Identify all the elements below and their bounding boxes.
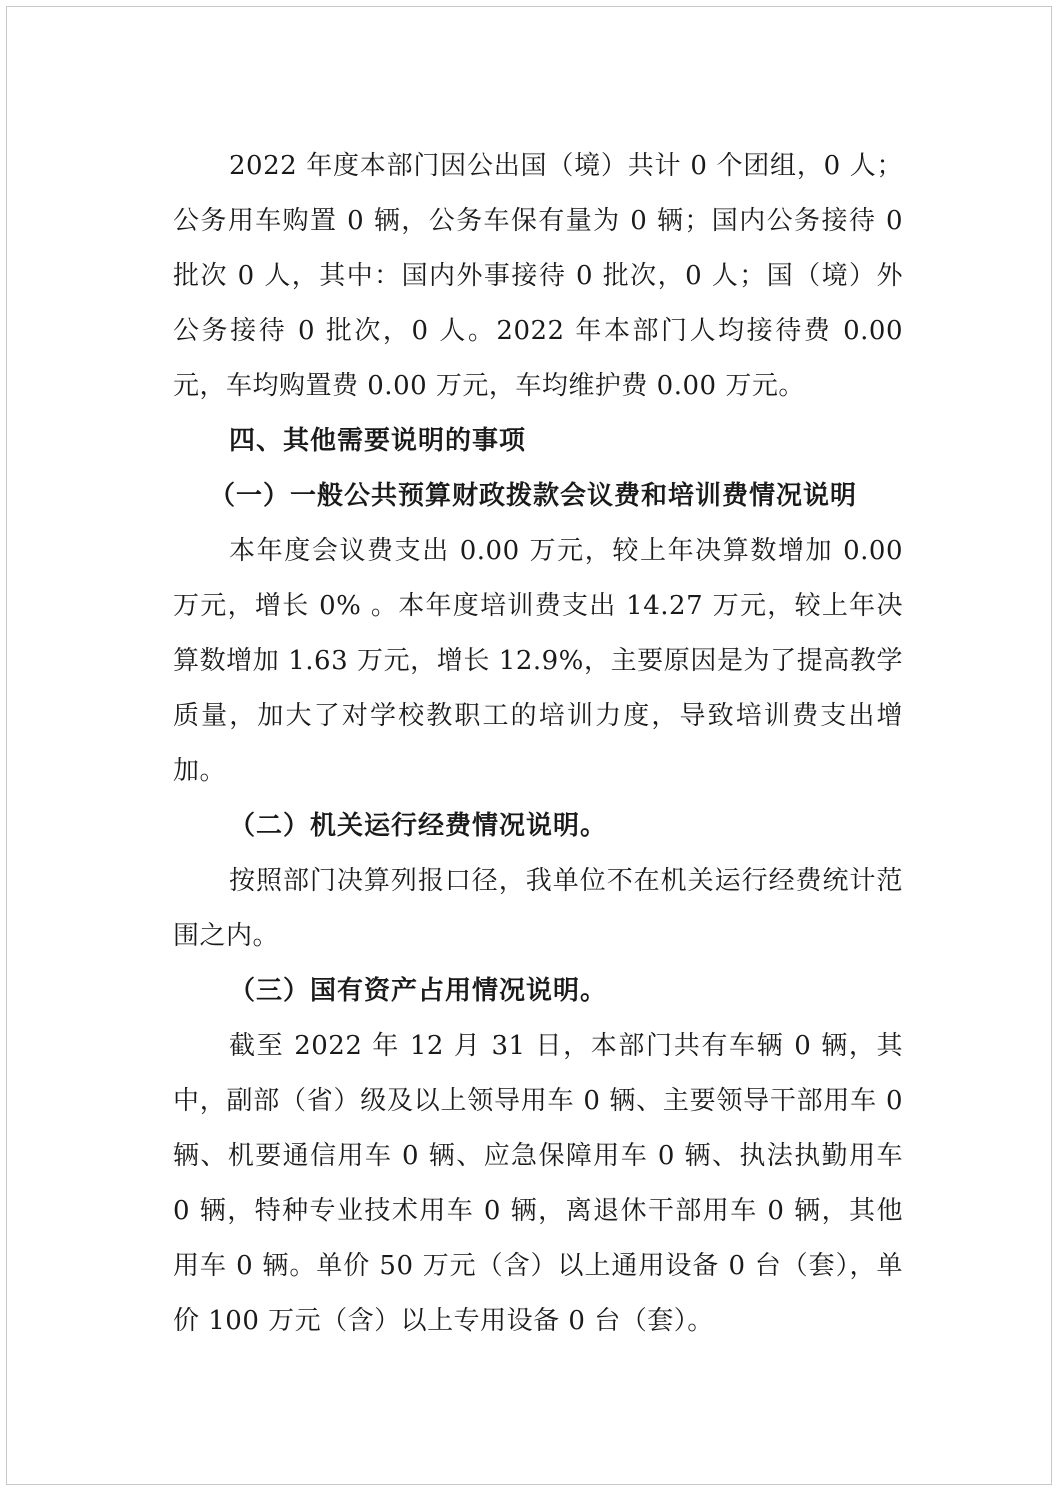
document-body [173,139,903,1349]
paragraph-state-assets: 截至 2022 年 12 月 31 日，本部门共有车辆 0 辆，其中，副部（省）级及以上领导用车 0 辆、主要领导干部用车 0 辆、机要通信用车 0 辆、应急保障用车 0 辆、执法执勤用车 0 辆，特种专业技术用车 0 辆，离退休干部用车 0 辆，其他用车 0 辆。单价 50 万元（含）以上通用设备 0 台（套），单价 100 万元（含）以上专用设备 0 台（套）。 [173,1031,903,1336]
section-heading-other-matters: 四、其他需要说明的事项 [229,426,527,456]
paragraph-meeting-training-fees: 本年度会议费支出 0.00 万元，较上年决算数增加 0.00 万元，增长 0% 。本年度培训费支出 14.27 万元，较上年决算数增加 1.63 万元，增长 12.9%，主要原因是为了提高教学质量，加大了对学校教职工的培训力度，导致培训费支出增加。 [173,536,903,786]
subheading-meeting-training-fees: （一）一般公共预算财政拨款会议费和培训费情况说明 [209,481,858,511]
paragraph-operating-expenses: 按照部门决算列报口径，我单位不在机关运行经费统计范围之内。 [173,866,903,951]
paragraph-overseas-vehicles-reception: 2022 年度本部门因公出国（境）共计 0 个团组，0 人；公务用车购置 0 辆，公务车保有量为 0 辆；国内公务接待 0 批次 0 人，其中：国内外事接待 0 批次，0 人；国（境）外公务接待 0 批次，0 人。2022 年本部门人均接待费 0.00 元，车均购置费 0.00 万元，车均维护费 0.00 万元。 [173,151,903,401]
subheading-operating-expenses: （二）机关运行经费情况说明。 [229,811,608,841]
subheading-state-assets: （三）国有资产占用情况说明。 [229,976,608,1006]
document-page [6,6,1052,1485]
